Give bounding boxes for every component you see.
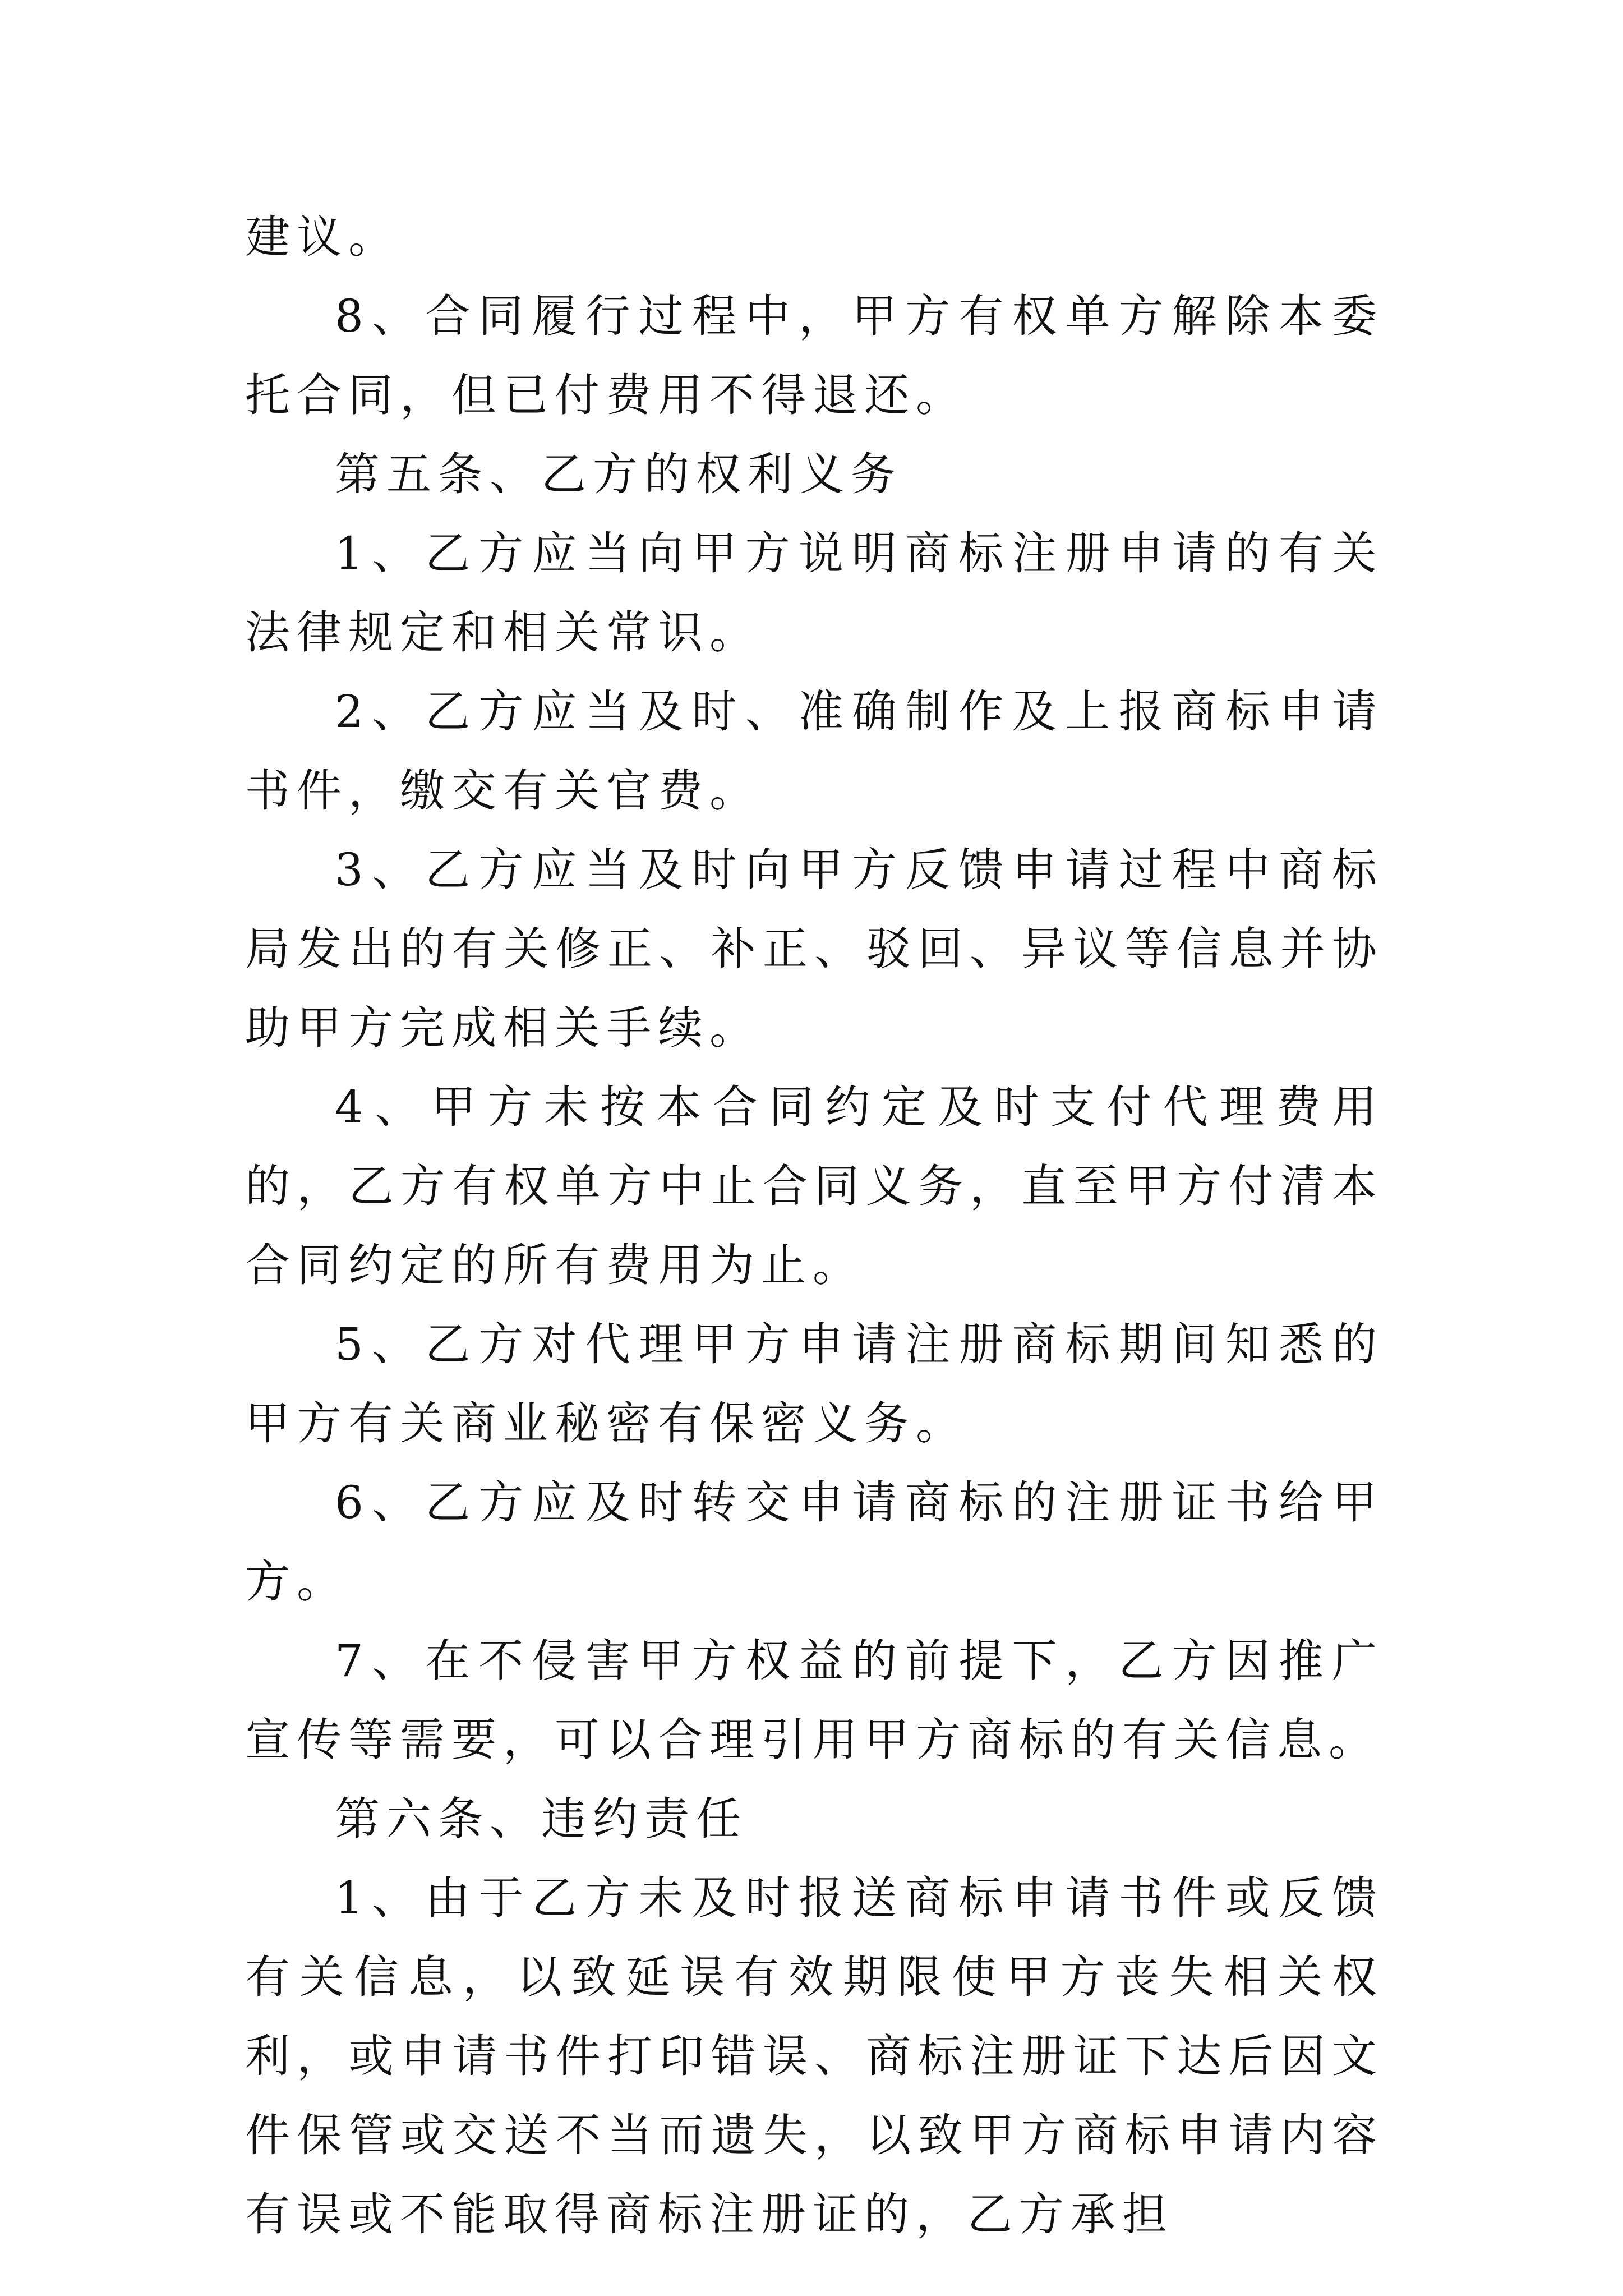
document-body [245, 197, 1384, 2254]
paragraph-clause-5-7: 7、在不侵害甲方权益的前提下，乙方因推广宣传等需要，可以合理引用甲方商标的有关信息。 [245, 1635, 1384, 1766]
section-heading-article-6: 第六条、违约责任 [335, 1793, 748, 1845]
paragraph-clause-5-5: 5、乙方对代理甲方申请注册商标期间知悉的甲方有关商业秘密有保密义务。 [245, 1318, 1384, 1450]
section-heading-article-5: 第五条、乙方的权利义务 [335, 448, 902, 500]
paragraph-clause-6-1: 1、由于乙方未及时报送商标申请书件或反馈有关信息，以致延误有效期限使甲方丧失相关权利，或申请书件打印错误、商标注册证下达后因文件保管或交送不当而遗失，以致甲方商标申请内容有误或不能取得商标注册证的，乙方承担 [245, 1872, 1384, 2240]
paragraph-clause-5-3: 3、乙方应当及时向甲方反馈申请过程中商标局发出的有关修正、补正、驳回、异议等信息并协助甲方完成相关手续。 [245, 844, 1384, 1054]
paragraph-clause-5-2: 2、乙方应当及时、准确制作及上报商标申请书件，缴交有关官费。 [245, 685, 1384, 817]
paragraph-continuation: 建议。 [245, 211, 400, 263]
paragraph-clause-5-6: 6、乙方应及时转交申请商标的注册证书给甲方。 [245, 1476, 1384, 1608]
paragraph-clause-5-4: 4、甲方未按本合同约定及时支付代理费用的，乙方有权单方中止合同义务，直至甲方付清本合同约定的所有费用为止。 [245, 1081, 1384, 1291]
paragraph-clause-5-1: 1、乙方应当向甲方说明商标注册申请的有关法律规定和相关常识。 [245, 527, 1384, 659]
paragraph-clause-4-8: 8、合同履行过程中，甲方有权单方解除本委托合同，但已付费用不得退还。 [245, 290, 1384, 421]
